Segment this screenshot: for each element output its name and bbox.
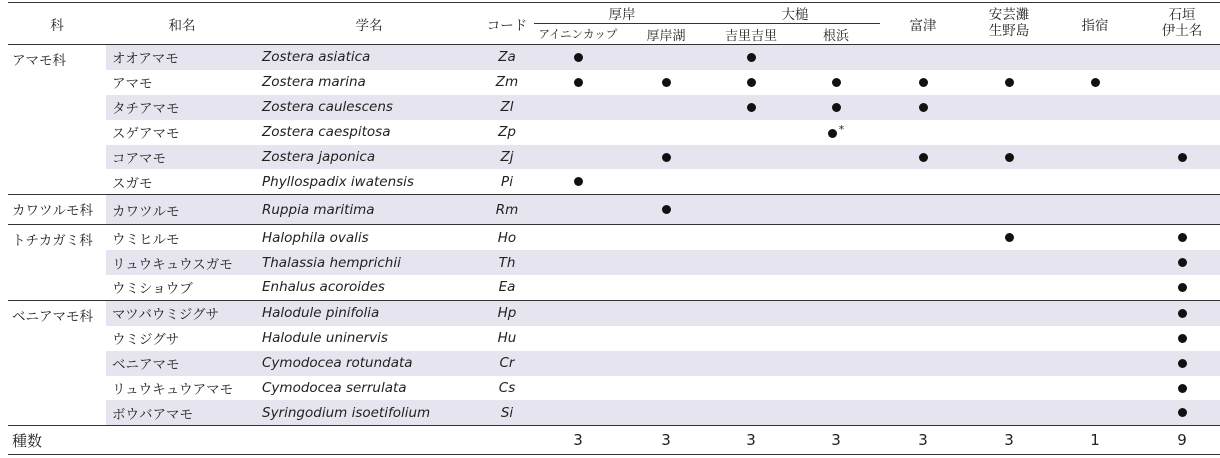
presence-cell (792, 169, 880, 194)
code-cell: Za (480, 45, 534, 70)
code-cell: Ho (480, 225, 534, 250)
presence-cell (534, 376, 622, 401)
japanese-name-cell: ウミショウブ (112, 281, 193, 298)
presence-cell (710, 225, 792, 250)
presence-cell (1138, 250, 1220, 275)
presence-cell (622, 95, 710, 120)
presence-cell (710, 145, 792, 170)
code-cell: Ea (498, 279, 516, 296)
presence-dot (919, 78, 928, 87)
presence-cell (1052, 45, 1138, 70)
species-count: 3 (792, 426, 880, 455)
presence-cell (534, 169, 622, 194)
presence-cell (622, 145, 710, 170)
presence-cell (534, 400, 622, 425)
japanese-name-cell: オオアマモ (106, 45, 258, 70)
presence-cell (1138, 169, 1220, 194)
scientific-name-cell: Zostera caulescens (258, 95, 480, 120)
presence-cell (534, 70, 622, 95)
scientific-name-cell: Halodule pinifolia (258, 300, 480, 325)
presence-cell (880, 250, 966, 275)
presence-cell (1138, 70, 1220, 95)
presence-cell (880, 351, 966, 376)
presence-dot (574, 53, 583, 62)
asterisk-mark: * (838, 123, 845, 137)
code-cell: Hp (480, 300, 534, 325)
presence-cell (966, 376, 1052, 401)
presence-cell (792, 95, 880, 120)
header-group-akkeshi: 厚岸 (534, 3, 710, 24)
presence-dot (662, 153, 671, 162)
table-row (8, 326, 1220, 351)
presence-cell (1052, 145, 1138, 170)
header-code: コード (480, 3, 534, 45)
japanese-name-cell: スゲアマモ (112, 126, 180, 143)
presence-cell (622, 400, 710, 425)
table-row (8, 70, 1220, 95)
japanese-name-cell: マツバウミジグサ (106, 300, 258, 325)
presence-cell (792, 120, 880, 145)
species-count: 3 (622, 426, 710, 455)
presence-cell (1052, 95, 1138, 120)
presence-cell (880, 145, 966, 170)
presence-dot (574, 177, 583, 186)
header-site-8-line1: 石垣 (1168, 6, 1196, 23)
presence-cell (622, 45, 710, 70)
header-site-8 (1138, 3, 1220, 45)
scientific-name-cell: Zostera caespitosa (262, 124, 391, 141)
presence-cell (1052, 120, 1138, 145)
presence-cell (622, 225, 710, 250)
table-row (8, 250, 1220, 275)
presence-cell (880, 326, 966, 351)
presence-cell (966, 45, 1052, 70)
presence-cell (880, 120, 966, 145)
table-row (8, 300, 1220, 325)
header-site-6-line1: 安芸灘 (988, 6, 1030, 23)
presence-dot (574, 78, 583, 87)
table-row (8, 45, 1220, 70)
japanese-name-cell: ボウバアマモ (106, 400, 258, 425)
presence-cell (622, 376, 710, 401)
presence-cell (710, 95, 792, 120)
presence-cell (710, 70, 792, 95)
presence-cell (880, 45, 966, 70)
presence-cell (534, 145, 622, 170)
species-count: 1 (1052, 426, 1138, 455)
code-cell: Si (480, 400, 534, 425)
code-cell: Cr (480, 351, 534, 376)
presence-cell (622, 275, 710, 300)
presence-cell (1138, 376, 1220, 401)
scientific-name-cell: Cymodocea serrulata (262, 380, 407, 397)
presence-cell (534, 225, 622, 250)
presence-dot (919, 153, 928, 162)
scientific-name-cell: Zostera asiatica (258, 45, 480, 70)
code-cell: Pi (501, 173, 513, 190)
table-row (8, 120, 1220, 145)
presence-cell (1138, 300, 1220, 325)
presence-dot (747, 103, 756, 112)
presence-cell (710, 120, 792, 145)
family-cell: カワツルモ科 (8, 195, 106, 225)
presence-cell (792, 225, 880, 250)
presence-cell (534, 300, 622, 325)
presence-cell (710, 275, 792, 300)
presence-dot (1178, 283, 1187, 292)
scientific-name-cell: Enhalus acoroides (262, 279, 385, 296)
presence-cell (534, 351, 622, 376)
japanese-name-cell: スガモ (112, 175, 153, 192)
presence-cell (622, 195, 710, 225)
presence-cell (792, 376, 880, 401)
presence-dot (828, 129, 837, 138)
presence-cell (534, 45, 622, 70)
presence-cell (1052, 400, 1138, 425)
header-group-otsuchi: 大槌 (710, 3, 880, 24)
presence-cell (966, 195, 1052, 225)
presence-cell (710, 300, 792, 325)
presence-cell (1052, 351, 1138, 376)
presence-dot (1178, 153, 1187, 162)
presence-cell (966, 326, 1052, 351)
japanese-name-cell: コアマモ (106, 145, 258, 170)
header-site-8-line2: 伊土名 (1161, 22, 1203, 39)
presence-cell (534, 275, 622, 300)
header-site-6 (966, 3, 1052, 45)
presence-cell (534, 195, 622, 225)
japanese-name-cell: タチアマモ (106, 95, 258, 120)
presence-cell (966, 275, 1052, 300)
presence-cell (1138, 120, 1220, 145)
presence-dot (1005, 78, 1014, 87)
presence-cell (966, 250, 1052, 275)
presence-cell (966, 300, 1052, 325)
scientific-name-cell: Cymodocea rotundata (258, 351, 480, 376)
presence-cell (534, 95, 622, 120)
presence-cell (966, 145, 1052, 170)
scientific-name-cell: Halodule uninervis (262, 330, 388, 347)
presence-dot (1178, 384, 1187, 393)
presence-cell (534, 250, 622, 275)
presence-cell (880, 95, 966, 120)
presence-dot (1178, 408, 1187, 417)
seagrass-species-table (8, 2, 1220, 455)
presence-cell (534, 120, 622, 145)
presence-cell (966, 95, 1052, 120)
scientific-name-cell: Phyllospadix iwatensis (262, 173, 414, 190)
family-cell: ベニアマモ科 (8, 300, 106, 425)
scientific-name-cell: Zostera marina (262, 74, 366, 91)
code-cell: Hu (497, 330, 517, 347)
table-row (8, 95, 1220, 120)
presence-cell (1138, 225, 1220, 250)
presence-cell (1138, 275, 1220, 300)
presence-cell (1052, 169, 1138, 194)
presence-cell (622, 300, 710, 325)
presence-cell (710, 169, 792, 194)
presence-cell (792, 250, 880, 275)
presence-cell (622, 351, 710, 376)
presence-cell (792, 351, 880, 376)
table-row (8, 351, 1220, 376)
table-row (8, 225, 1220, 250)
total-row (8, 426, 1220, 455)
scientific-name-cell: Syringodium isoetifolium (258, 400, 480, 425)
table-body (8, 45, 1220, 455)
table-row (8, 169, 1220, 194)
presence-cell (1138, 326, 1220, 351)
japanese-name-cell: リュウキュウアマモ (112, 382, 234, 399)
japanese-name-cell: ウミヒルモ (106, 225, 258, 250)
presence-cell (622, 169, 710, 194)
presence-cell (1138, 95, 1220, 120)
presence-cell (1052, 326, 1138, 351)
presence-dot (1178, 359, 1187, 368)
header-site-3: 吉里吉里 (710, 24, 792, 45)
scientific-name-cell: Thalassia hemprichii (258, 250, 480, 275)
presence-dot (919, 103, 928, 112)
table-row (8, 275, 1220, 300)
family-cell: アマモ科 (8, 45, 106, 195)
presence-cell (792, 400, 880, 425)
presence-cell (710, 45, 792, 70)
presence-cell (880, 169, 966, 194)
presence-dot (747, 53, 756, 62)
table-row (8, 195, 1220, 225)
presence-cell (534, 326, 622, 351)
presence-dot (1091, 78, 1100, 87)
code-cell: Rm (480, 195, 534, 225)
header-site-5: 富津 (880, 3, 966, 45)
japanese-name-cell: リュウキュウスガモ (106, 250, 258, 275)
table-row (8, 400, 1220, 425)
presence-cell (1052, 225, 1138, 250)
presence-cell (880, 400, 966, 425)
header-site-6-line2: 生野島 (988, 22, 1030, 39)
species-count: 3 (880, 426, 966, 455)
presence-cell (1052, 275, 1138, 300)
presence-dot (662, 205, 671, 214)
table-row (8, 376, 1220, 401)
presence-cell (792, 195, 880, 225)
presence-dot (832, 103, 841, 112)
species-count: 3 (534, 426, 622, 455)
presence-cell (622, 120, 710, 145)
header-scientific-name: 学名 (258, 3, 480, 45)
presence-dot (662, 78, 671, 87)
presence-cell (622, 250, 710, 275)
code-cell: Th (480, 250, 534, 275)
code-cell: Zj (480, 145, 534, 170)
presence-cell (880, 275, 966, 300)
header-site-7: 指宿 (1052, 3, 1138, 45)
presence-cell (792, 326, 880, 351)
code-cell: Zm (495, 74, 519, 91)
presence-dot (1178, 233, 1187, 242)
presence-cell (880, 195, 966, 225)
presence-cell (966, 169, 1052, 194)
presence-dot (1178, 309, 1187, 318)
scientific-name-cell: Zostera japonica (258, 145, 480, 170)
presence-cell (710, 400, 792, 425)
presence-cell (710, 351, 792, 376)
presence-cell (880, 376, 966, 401)
presence-cell (792, 145, 880, 170)
presence-dot (1005, 233, 1014, 242)
presence-cell (1138, 145, 1220, 170)
presence-cell (1138, 45, 1220, 70)
presence-cell (622, 70, 710, 95)
table-row (8, 145, 1220, 170)
presence-cell (622, 326, 710, 351)
presence-dot (747, 78, 756, 87)
header-site-4: 根浜 (792, 24, 880, 45)
presence-cell (880, 300, 966, 325)
header-family: 科 (8, 3, 106, 45)
code-cell: Zp (498, 124, 516, 141)
species-count: 3 (710, 426, 792, 455)
species-count: 3 (966, 426, 1052, 455)
code-cell: Zl (480, 95, 534, 120)
presence-cell (792, 70, 880, 95)
presence-cell (880, 225, 966, 250)
presence-cell (792, 300, 880, 325)
presence-dot (1178, 334, 1187, 343)
presence-cell (966, 70, 1052, 95)
scientific-name-cell: Halophila ovalis (258, 225, 480, 250)
species-count: 9 (1138, 426, 1220, 455)
presence-cell (792, 45, 880, 70)
presence-cell (792, 275, 880, 300)
presence-cell (1138, 400, 1220, 425)
presence-dot (832, 78, 841, 87)
japanese-name-cell: カワツルモ (106, 195, 258, 225)
header-site-1: アイニンカップ (534, 24, 622, 45)
presence-cell (1052, 250, 1138, 275)
code-cell: Cs (498, 380, 516, 397)
presence-cell (966, 351, 1052, 376)
presence-cell (1138, 351, 1220, 376)
presence-cell (710, 376, 792, 401)
presence-cell (710, 250, 792, 275)
presence-cell (1052, 70, 1138, 95)
presence-cell (1138, 195, 1220, 225)
presence-cell (966, 400, 1052, 425)
header-japanese-name: 和名 (106, 3, 258, 45)
presence-dot (1005, 153, 1014, 162)
presence-cell (1052, 376, 1138, 401)
presence-cell (710, 195, 792, 225)
japanese-name-cell: ウミジグサ (112, 332, 180, 349)
presence-cell (880, 70, 966, 95)
presence-cell (710, 326, 792, 351)
presence-cell (1052, 195, 1138, 225)
header-site-2: 厚岸湖 (622, 24, 710, 45)
presence-cell (966, 120, 1052, 145)
japanese-name-cell: ベニアマモ (106, 351, 258, 376)
scientific-name-cell: Ruppia maritima (258, 195, 480, 225)
presence-cell (966, 225, 1052, 250)
japanese-name-cell: アマモ (112, 76, 153, 93)
presence-cell (1052, 300, 1138, 325)
family-cell: トチカガミ科 (8, 225, 106, 301)
total-label: 種数 (8, 426, 534, 455)
presence-dot (1178, 258, 1187, 267)
